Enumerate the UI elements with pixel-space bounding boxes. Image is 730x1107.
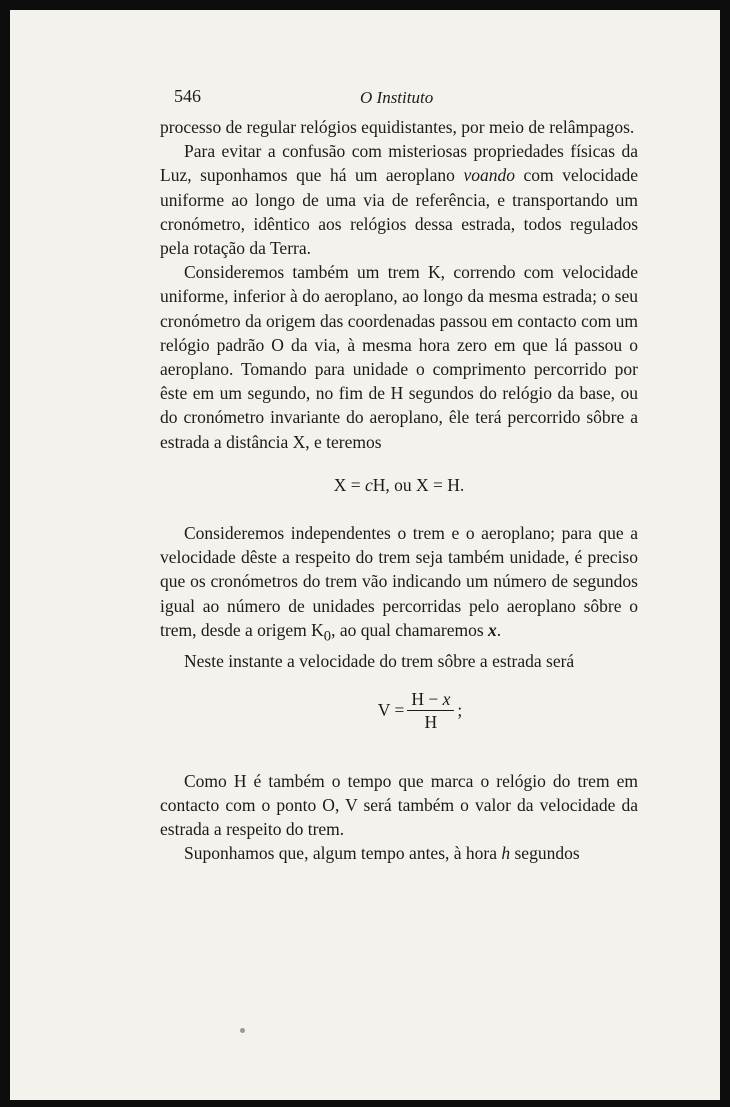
- paragraph-6: Como H é também o tempo que marca o relógio do trem em contacto com o ponto O, V será também o valor da velocidade da estrada a respeito do trem.: [160, 770, 638, 840]
- ink-spot: [240, 1028, 245, 1033]
- equation-2: V = $\frac{H - x}{H}$ ;: [377, 688, 463, 732]
- paragraph-5: Neste instante a velocidade do trem sôbre a estrada será: [184, 650, 575, 671]
- paragraph-3: Consideremos também um trem K, correndo com velocidade uniforme, inferior à do aeroplano, ao longo da mesma estrada; o seu cronómetro da origem das coordenadas passou em contacto com um relógio padrão O da via, à mesma hora zero em que lá passou o aeroplano. Tomando para unidade o comprimento percorrido por êste em um segundo, no fim de H segundos do relógio da base, ou do cronómetro invariante do aeroplano, êle terá percorrido sôbre a estrada a distância X, e teremos: [160, 262, 638, 452]
- page-number: 546: [174, 86, 201, 106]
- equation-1: X = cH, ou X = H.: [333, 474, 465, 495]
- fraction-numerator: H − x: [407, 688, 454, 711]
- running-title: O Instituto: [360, 88, 434, 107]
- paragraph-4: Consideremos independentes o trem e o aeroplano; para que a velocidade dêste a respeito do trem seja também unidade, é preciso que os cronómetros do trem vão indicando um número de segundos igual ao número de unidades percorridas pelo aeroplano sôbre o trem, desde a origem $K_0$, ao qual chamaremos x.: [160, 523, 638, 645]
- paragraph-7: Suponhamos que, algum tempo antes, à hora h segundos: [184, 843, 580, 864]
- paragraph-1: processo de regular relógios equidistantes, por meio de relâmpagos.: [160, 117, 635, 137]
- fraction: [407, 688, 454, 733]
- paragraph-2: Para evitar a confusão com misteriosas propriedades físicas da Luz, suponhamos que há um aeroplano voando com velocidade uniforme ao longo de uma via de referência, e transportando um cronómetro, idêntico aos relógios dessa estrada, todos regulados pela rotação da Terra.: [160, 141, 638, 259]
- body-text: [160, 115, 638, 866]
- page-header: [160, 80, 650, 110]
- fraction-denominator: H: [424, 711, 438, 732]
